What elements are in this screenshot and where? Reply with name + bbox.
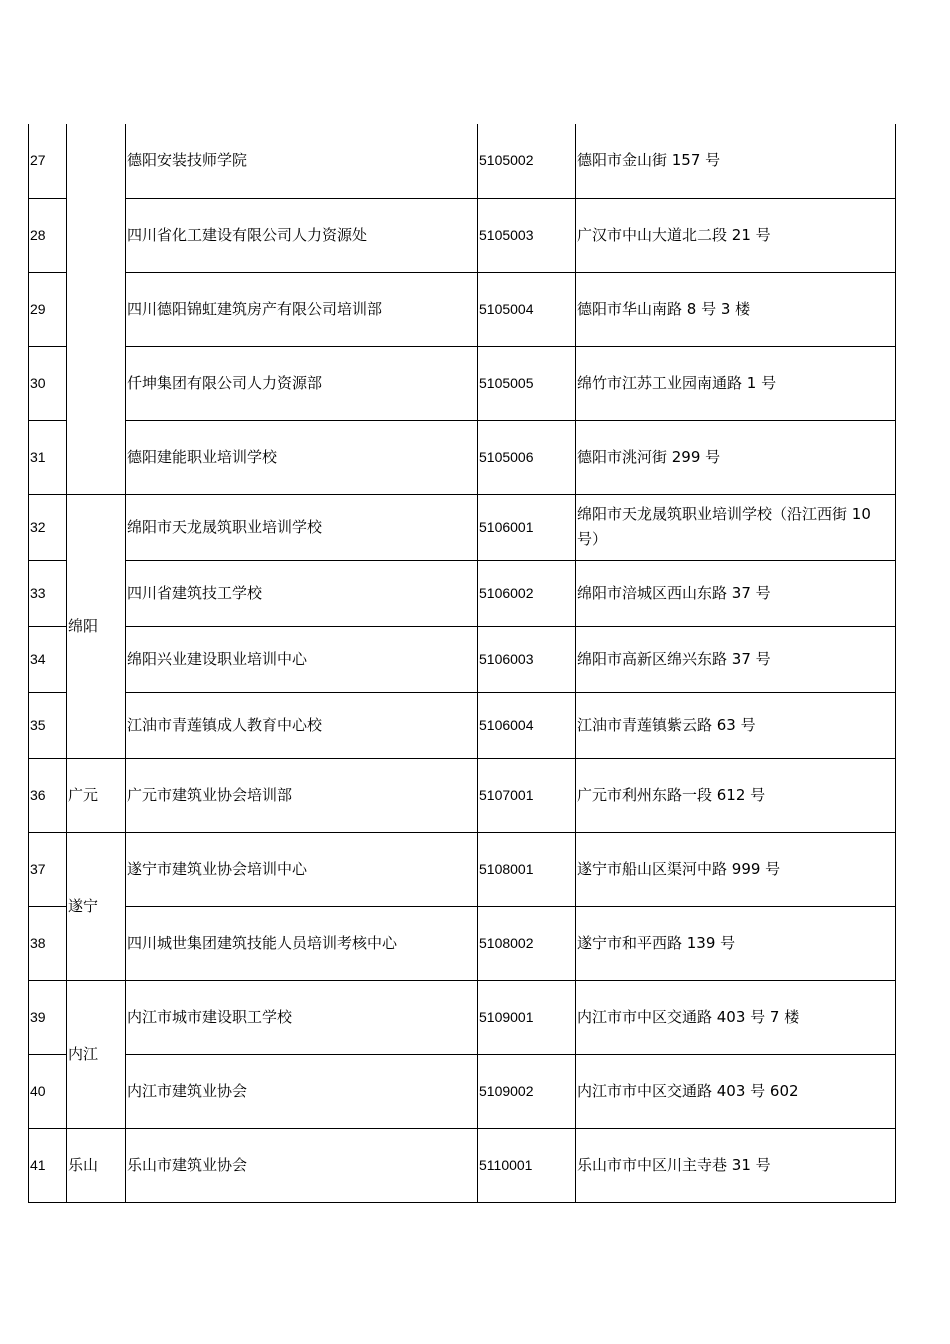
row-number: 40 <box>29 1054 67 1128</box>
institution-code: 5105002 <box>478 124 576 198</box>
row-number: 37 <box>29 832 67 906</box>
table-row <box>29 124 896 198</box>
institution-name: 广元市建筑业协会培训部 <box>126 758 478 832</box>
institution-code: 5106001 <box>478 494 576 560</box>
institution-name: 遂宁市建筑业协会培训中心 <box>126 832 478 906</box>
institution-address: 德阳市金山街 157 号 <box>576 124 896 198</box>
row-number: 39 <box>29 980 67 1054</box>
institution-name: 乐山市建筑业协会 <box>126 1128 478 1202</box>
institution-name: 四川省建筑技工学校 <box>126 560 478 626</box>
table-row <box>29 1128 896 1202</box>
row-number: 33 <box>29 560 67 626</box>
institution-code: 5109001 <box>478 980 576 1054</box>
institution-code: 5110001 <box>478 1128 576 1202</box>
institution-address: 广汉市中山大道北二段 21 号 <box>576 198 896 272</box>
institution-address: 绵阳市高新区绵兴东路 37 号 <box>576 626 896 692</box>
institution-name: 内江市建筑业协会 <box>126 1054 478 1128</box>
table-row <box>29 692 896 758</box>
institution-address: 广元市利州东路一段 612 号 <box>576 758 896 832</box>
institution-name: 绵阳兴业建设职业培训中心 <box>126 626 478 692</box>
training-institutions-table <box>28 124 896 1203</box>
table-row <box>29 906 896 980</box>
table-row <box>29 346 896 420</box>
table-row <box>29 494 896 560</box>
institution-name: 四川省化工建设有限公司人力资源处 <box>126 198 478 272</box>
institution-name: 四川德阳锦虹建筑房产有限公司培训部 <box>126 272 478 346</box>
row-number: 38 <box>29 906 67 980</box>
table-row <box>29 420 896 494</box>
institution-code: 5109002 <box>478 1054 576 1128</box>
region-cell-mianyang: 绵阳 <box>67 494 126 758</box>
region-cell-deyang <box>67 124 126 494</box>
institution-code: 5106004 <box>478 692 576 758</box>
institution-address: 绵阳市天龙晟筑职业培训学校（沿江西街 10 号） <box>576 494 896 560</box>
row-number: 36 <box>29 758 67 832</box>
institution-address: 江油市青莲镇紫云路 63 号 <box>576 692 896 758</box>
row-number: 29 <box>29 272 67 346</box>
table-row <box>29 272 896 346</box>
institution-address: 乐山市市中区川主寺巷 31 号 <box>576 1128 896 1202</box>
row-number: 27 <box>29 124 67 198</box>
table-row <box>29 560 896 626</box>
region-cell-leshan: 乐山 <box>67 1128 126 1202</box>
institution-name: 内江市城市建设职工学校 <box>126 980 478 1054</box>
institution-code: 5105005 <box>478 346 576 420</box>
row-number: 32 <box>29 494 67 560</box>
institution-code: 5106002 <box>478 560 576 626</box>
institution-address: 内江市市中区交通路 403 号 602 <box>576 1054 896 1128</box>
institution-name: 绵阳市天龙晟筑职业培训学校 <box>126 494 478 560</box>
region-cell-guangyuan: 广元 <box>67 758 126 832</box>
institution-code: 5106003 <box>478 626 576 692</box>
institution-address: 德阳市洮河街 299 号 <box>576 420 896 494</box>
institution-address: 德阳市华山南路 8 号 3 楼 <box>576 272 896 346</box>
region-cell-suining: 遂宁 <box>67 832 126 980</box>
institution-name: 四川城世集团建筑技能人员培训考核中心 <box>126 906 478 980</box>
institution-address: 内江市市中区交通路 403 号 7 楼 <box>576 980 896 1054</box>
institution-code: 5108001 <box>478 832 576 906</box>
table-row <box>29 626 896 692</box>
institution-code: 5105004 <box>478 272 576 346</box>
row-number: 34 <box>29 626 67 692</box>
institution-address: 绵阳市涪城区西山东路 37 号 <box>576 560 896 626</box>
institution-code: 5105003 <box>478 198 576 272</box>
institution-code: 5105006 <box>478 420 576 494</box>
row-number: 31 <box>29 420 67 494</box>
row-number: 41 <box>29 1128 67 1202</box>
table-row <box>29 980 896 1054</box>
institution-address: 遂宁市和平西路 139 号 <box>576 906 896 980</box>
region-cell-neijiang: 内江 <box>67 980 126 1128</box>
institution-address: 遂宁市船山区渠河中路 999 号 <box>576 832 896 906</box>
institution-address: 绵竹市江苏工业园南通路 1 号 <box>576 346 896 420</box>
row-number: 30 <box>29 346 67 420</box>
institution-code: 5108002 <box>478 906 576 980</box>
row-number: 35 <box>29 692 67 758</box>
table-row <box>29 198 896 272</box>
row-number: 28 <box>29 198 67 272</box>
table-row <box>29 758 896 832</box>
institution-name: 德阳建能职业培训学校 <box>126 420 478 494</box>
table-row <box>29 832 896 906</box>
institution-name: 仟坤集团有限公司人力资源部 <box>126 346 478 420</box>
institution-name: 德阳安装技师学院 <box>126 124 478 198</box>
institution-code: 5107001 <box>478 758 576 832</box>
institution-name: 江油市青莲镇成人教育中心校 <box>126 692 478 758</box>
table-row <box>29 1054 896 1128</box>
